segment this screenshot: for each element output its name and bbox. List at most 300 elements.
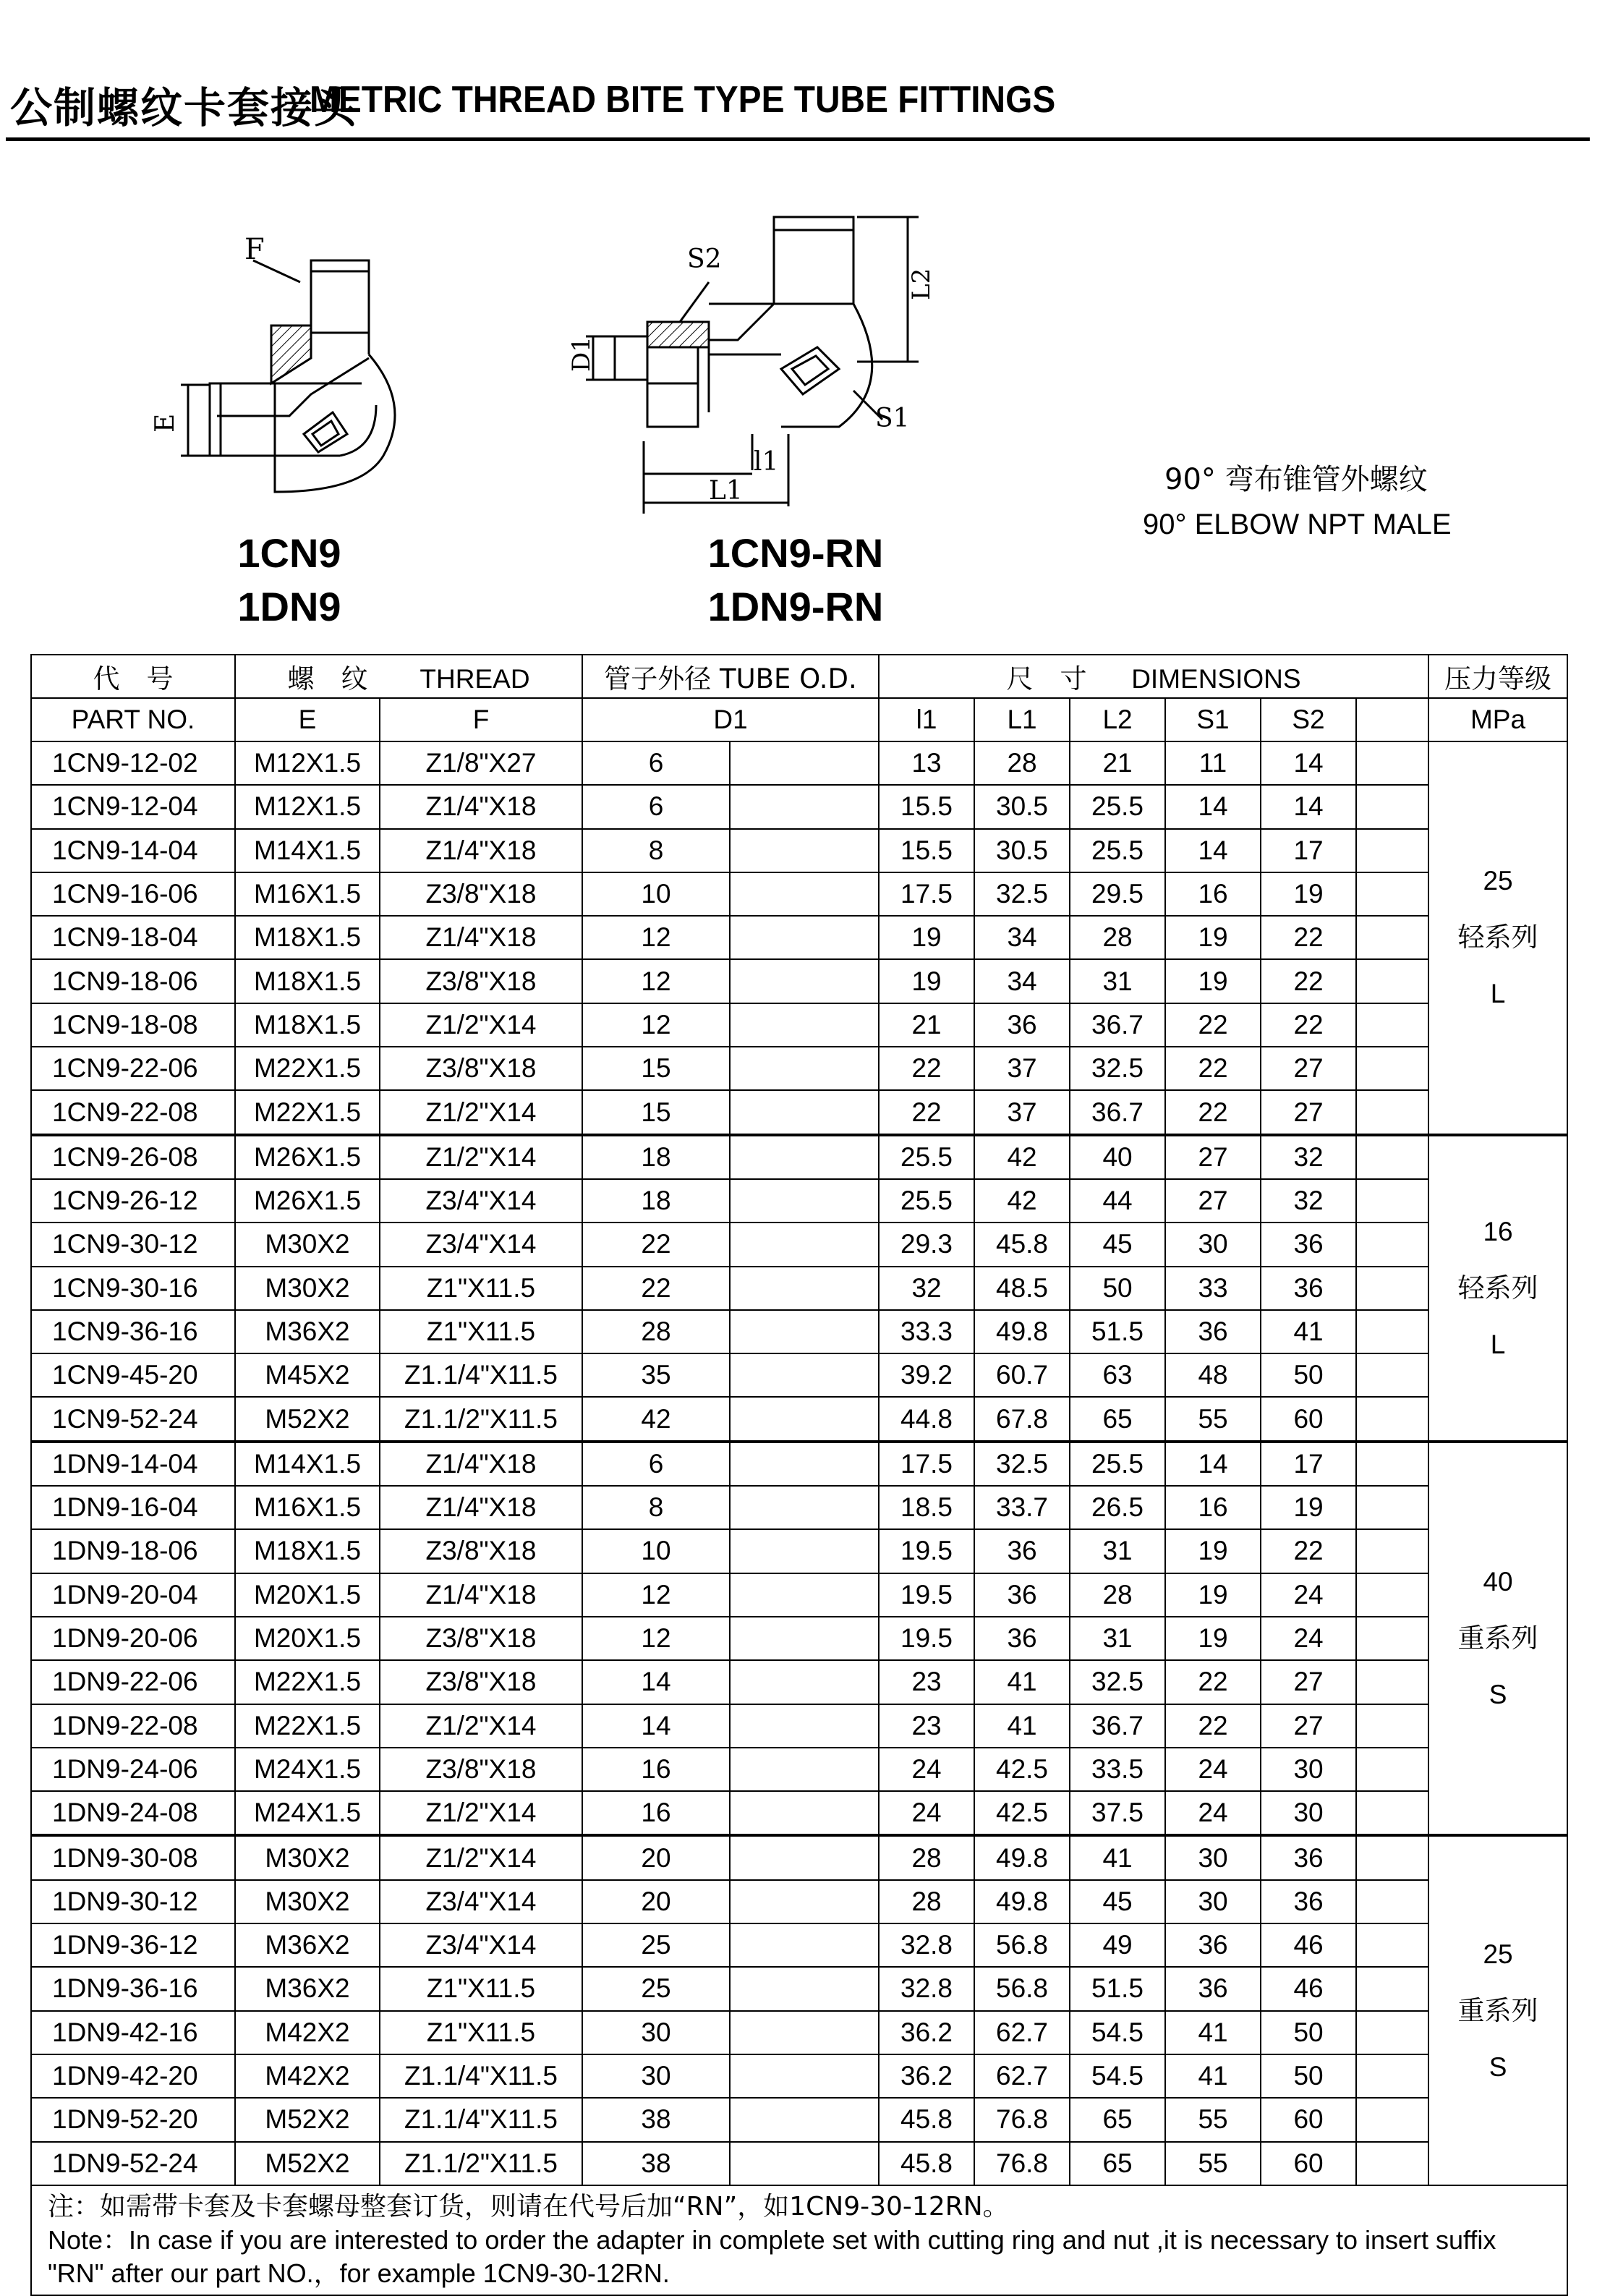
dim-l2-cell: 54.5 [1070, 2011, 1165, 2054]
dim-s1-cell: 24 [1165, 1748, 1261, 1791]
tube-od-blank-cell [730, 2011, 879, 2054]
part-no-cell: 1DN9-16-04 [31, 1486, 235, 1529]
dim-blank-cell [1356, 1047, 1428, 1090]
dim-l2-cell: 25.5 [1070, 829, 1165, 872]
label-d1: D1 [567, 336, 596, 372]
dim-s1-cell: 19 [1165, 916, 1261, 959]
dim-s2-cell: 46 [1261, 1967, 1356, 2010]
dim-l1-small-cell: 32.8 [879, 1923, 974, 1967]
dim-s2-cell: 17 [1261, 1442, 1356, 1486]
thread-f-cell: Z1/4"X18 [380, 916, 582, 959]
dim-l1-small-cell: 15.5 [879, 785, 974, 828]
header-mpa: MPa [1428, 698, 1567, 741]
thread-f-cell: Z1/8"X27 [380, 741, 582, 785]
dim-s2-cell: 19 [1261, 872, 1356, 916]
dim-l1-small-cell: 36.2 [879, 2054, 974, 2098]
dim-l2-cell: 31 [1070, 959, 1165, 1003]
thread-e-cell: M42X2 [235, 2054, 380, 2098]
dim-l2-cell: 40 [1070, 1135, 1165, 1179]
dim-l1-small-cell: 19.5 [879, 1529, 974, 1573]
dim-l1-cell: 30.5 [974, 785, 1070, 828]
thread-e-cell: M18X1.5 [235, 1529, 380, 1573]
tube-od-d1-cell: 18 [582, 1179, 730, 1223]
dim-blank-cell [1356, 1353, 1428, 1397]
thread-f-cell: Z1"X11.5 [380, 1267, 582, 1310]
dim-l1-small-cell: 25.5 [879, 1179, 974, 1223]
tube-od-d1-cell: 38 [582, 2098, 730, 2141]
tube-od-blank-cell [730, 2054, 879, 2098]
tube-od-blank-cell [730, 1748, 879, 1791]
dim-blank-cell [1356, 1179, 1428, 1223]
header-s2: S2 [1261, 698, 1356, 741]
dim-s2-cell: 24 [1261, 1573, 1356, 1617]
thread-e-cell: M22X1.5 [235, 1047, 380, 1090]
tube-od-d1-cell: 12 [582, 1573, 730, 1617]
dim-s2-cell: 32 [1261, 1135, 1356, 1179]
dim-l2-cell: 33.5 [1070, 1748, 1165, 1791]
tube-od-blank-cell [730, 1047, 879, 1090]
dim-s2-cell: 22 [1261, 1003, 1356, 1047]
dim-s1-cell: 11 [1165, 741, 1261, 785]
thread-f-cell: Z1/4"X18 [380, 1442, 582, 1486]
dim-l1-small-cell: 22 [879, 1047, 974, 1090]
model-1dn9-label: 1DN9 [237, 584, 341, 629]
part-no-cell: 1DN9-36-16 [31, 1967, 235, 2010]
thread-e-cell: M14X1.5 [235, 1442, 380, 1486]
header-dimensions-en: DIMENSIONS [1131, 664, 1301, 694]
dim-l1-cell: 60.7 [974, 1353, 1070, 1397]
page-title-english: METRIC THREAD BITE TYPE TUBE FITTINGS [310, 79, 1056, 121]
part-no-cell: 1DN9-14-04 [31, 1442, 235, 1486]
tube-od-blank-cell [730, 1486, 879, 1529]
dim-l1-small-cell: 44.8 [879, 1397, 974, 1441]
thread-e-cell: M42X2 [235, 2011, 380, 2054]
dim-l1-cell: 34 [974, 916, 1070, 959]
dim-blank-cell [1356, 1923, 1428, 1967]
tube-od-blank-cell [730, 785, 879, 828]
pressure-mpa: 16 [1483, 1216, 1513, 1246]
tube-od-d1-cell: 25 [582, 1923, 730, 1967]
tube-od-blank-cell [730, 1617, 879, 1660]
dim-l1-cell: 36 [974, 1617, 1070, 1660]
dim-l1-small-cell: 29.3 [879, 1223, 974, 1266]
tube-od-blank-cell [730, 916, 879, 959]
dim-l1-cell: 41 [974, 1704, 1070, 1748]
dim-l1-small-cell: 28 [879, 1880, 974, 1923]
dim-l1-small-cell: 24 [879, 1748, 974, 1791]
table-row [31, 872, 1567, 916]
table-row [31, 1835, 1567, 1879]
dim-s2-cell: 60 [1261, 2098, 1356, 2141]
dim-s1-cell: 22 [1165, 1660, 1261, 1704]
dim-blank-cell [1356, 2054, 1428, 2098]
dim-blank-cell [1356, 1442, 1428, 1486]
dim-s2-cell: 14 [1261, 741, 1356, 785]
table-row [31, 1090, 1567, 1134]
part-no-cell: 1DN9-42-20 [31, 2054, 235, 2098]
dim-blank-cell [1356, 1090, 1428, 1134]
dim-l2-cell: 26.5 [1070, 1486, 1165, 1529]
header-thread-en: THREAD [420, 664, 530, 694]
header-l1-small: l1 [879, 698, 974, 741]
dim-s2-cell: 30 [1261, 1748, 1356, 1791]
table-row [31, 1353, 1567, 1397]
thread-e-cell: M30X2 [235, 1223, 380, 1266]
tube-od-d1-cell: 25 [582, 1967, 730, 2010]
part-no-cell: 1CN9-16-06 [31, 872, 235, 916]
dim-blank-cell [1356, 1617, 1428, 1660]
dim-blank-cell [1356, 1135, 1428, 1179]
specification-table [30, 654, 1568, 2296]
tube-od-blank-cell [730, 1967, 879, 2010]
dim-l2-cell: 51.5 [1070, 1967, 1165, 2010]
thread-e-cell: M22X1.5 [235, 1660, 380, 1704]
tube-od-blank-cell [730, 2098, 879, 2141]
dim-s1-cell: 36 [1165, 1967, 1261, 2010]
model-1dn9-rn-label: 1DN9-RN [707, 584, 884, 629]
dim-l1-small-cell: 45.8 [879, 2142, 974, 2185]
dim-s2-cell: 36 [1261, 1835, 1356, 1879]
dim-l1-small-cell: 28 [879, 1835, 974, 1879]
thread-f-cell: Z3/8"X18 [380, 872, 582, 916]
dim-l1-cell: 41 [974, 1660, 1070, 1704]
tube-od-blank-cell [730, 1135, 879, 1179]
header-dimensions [879, 655, 1428, 698]
dim-s2-cell: 50 [1261, 1353, 1356, 1397]
dim-l2-cell: 37.5 [1070, 1791, 1165, 1835]
tube-od-d1-cell: 12 [582, 916, 730, 959]
dim-l1-cell: 76.8 [974, 2142, 1070, 2185]
tube-od-blank-cell [730, 1090, 879, 1134]
thread-f-cell: Z3/8"X18 [380, 1529, 582, 1573]
pressure-mpa: 25 [1483, 1939, 1513, 1969]
tube-od-blank-cell [730, 1573, 879, 1617]
part-no-cell: 1DN9-24-06 [31, 1748, 235, 1791]
header-blank [1356, 698, 1428, 741]
thread-f-cell: Z1/2"X14 [380, 1835, 582, 1879]
dim-blank-cell [1356, 1003, 1428, 1047]
thread-f-cell: Z1.1/4"X11.5 [380, 2054, 582, 2098]
table-row [31, 741, 1567, 785]
thread-f-cell: Z1/4"X18 [380, 1486, 582, 1529]
thread-e-cell: M52X2 [235, 1397, 380, 1441]
table-row [31, 1704, 1567, 1748]
thread-e-cell: M14X1.5 [235, 829, 380, 872]
dim-l1-cell: 28 [974, 741, 1070, 785]
thread-f-cell: Z3/4"X14 [380, 1923, 582, 1967]
dim-l1-cell: 62.7 [974, 2054, 1070, 2098]
tube-od-d1-cell: 8 [582, 829, 730, 872]
thread-f-cell: Z1.1/4"X11.5 [380, 1353, 582, 1397]
part-no-cell: 1CN9-26-12 [31, 1179, 235, 1223]
dim-s2-cell: 36 [1261, 1267, 1356, 1310]
thread-f-cell: Z1/4"X18 [380, 785, 582, 828]
dim-s1-cell: 16 [1165, 872, 1261, 916]
tube-od-blank-cell [730, 1529, 879, 1573]
dim-blank-cell [1356, 1223, 1428, 1266]
part-no-cell: 1CN9-30-16 [31, 1267, 235, 1310]
tube-od-d1-cell: 35 [582, 1353, 730, 1397]
thread-e-cell: M52X2 [235, 2142, 380, 2185]
dim-s2-cell: 60 [1261, 2142, 1356, 2185]
table-row [31, 2011, 1567, 2054]
dim-l1-cell: 56.8 [974, 1967, 1070, 2010]
dim-s2-cell: 60 [1261, 1397, 1356, 1441]
tube-od-blank-cell [730, 1267, 879, 1310]
dim-blank-cell [1356, 1791, 1428, 1835]
dim-s2-cell: 22 [1261, 959, 1356, 1003]
tube-od-blank-cell [730, 2142, 879, 2185]
dim-s2-cell: 27 [1261, 1090, 1356, 1134]
table-row [31, 1660, 1567, 1704]
table-row [31, 1748, 1567, 1791]
thread-f-cell: Z1.1/2"X11.5 [380, 1397, 582, 1441]
dim-s2-cell: 32 [1261, 1179, 1356, 1223]
table-row [31, 2142, 1567, 2185]
part-no-cell: 1CN9-30-12 [31, 1223, 235, 1266]
header-d1: D1 [582, 698, 879, 741]
dim-l1-small-cell: 19.5 [879, 1617, 974, 1660]
dim-l1-cell: 49.8 [974, 1835, 1070, 1879]
dim-s1-cell: 14 [1165, 785, 1261, 828]
table-row [31, 1617, 1567, 1660]
dim-l1-cell: 48.5 [974, 1267, 1070, 1310]
part-no-cell: 1CN9-14-04 [31, 829, 235, 872]
dim-l2-cell: 31 [1070, 1617, 1165, 1660]
dim-l1-small-cell: 32.8 [879, 1967, 974, 2010]
thread-e-cell: M26X1.5 [235, 1179, 380, 1223]
order-note [31, 2185, 1567, 2295]
tube-od-d1-cell: 8 [582, 1486, 730, 1529]
thread-f-cell: Z1"X11.5 [380, 1310, 582, 1353]
part-no-cell: 1DN9-20-04 [31, 1573, 235, 1617]
tube-od-blank-cell [730, 741, 879, 785]
dim-l1-cell: 32.5 [974, 872, 1070, 916]
dim-s2-cell: 17 [1261, 829, 1356, 872]
tube-od-blank-cell [730, 1397, 879, 1441]
dim-blank-cell [1356, 1660, 1428, 1704]
header-code: 代 号 [31, 655, 235, 698]
note-english-line-1: Note：In case if you are interested to order the adapter in complete set with cutting ring and nut ,it is necessary to insert suffix [48, 2224, 1496, 2255]
thread-f-cell: Z1/2"X14 [380, 1791, 582, 1835]
table-row [31, 1310, 1567, 1353]
dim-l2-cell: 25.5 [1070, 785, 1165, 828]
description-chinese: 90° 弯布锥管外螺纹 [1164, 463, 1428, 496]
dim-s1-cell: 30 [1165, 1835, 1261, 1879]
dim-blank-cell [1356, 785, 1428, 828]
tube-od-d1-cell: 16 [582, 1791, 730, 1835]
thread-f-cell: Z1/2"X14 [380, 1135, 582, 1179]
dim-l2-cell: 44 [1070, 1179, 1165, 1223]
dim-l2-cell: 32.5 [1070, 1047, 1165, 1090]
dim-l1-small-cell: 17.5 [879, 872, 974, 916]
thread-f-cell: Z1"X11.5 [380, 1967, 582, 2010]
dim-s2-cell: 50 [1261, 2054, 1356, 2098]
dim-l1-cell: 62.7 [974, 2011, 1070, 2054]
tube-od-d1-cell: 38 [582, 2142, 730, 2185]
dim-s1-cell: 19 [1165, 959, 1261, 1003]
tube-od-d1-cell: 12 [582, 959, 730, 1003]
specification-rows [31, 741, 1567, 2185]
tube-od-blank-cell [730, 1880, 879, 1923]
dim-l2-cell: 21 [1070, 741, 1165, 785]
dim-blank-cell [1356, 1310, 1428, 1353]
thread-f-cell: Z1"X11.5 [380, 2011, 582, 2054]
dim-l1-small-cell: 22 [879, 1090, 974, 1134]
table-row [31, 785, 1567, 828]
part-no-cell: 1CN9-45-20 [31, 1353, 235, 1397]
label-l1: L1 [709, 476, 743, 506]
thread-e-cell: M12X1.5 [235, 741, 380, 785]
tube-od-d1-cell: 42 [582, 1397, 730, 1441]
dim-l2-cell: 65 [1070, 2142, 1165, 2185]
tube-od-blank-cell [730, 1704, 879, 1748]
tube-od-blank-cell [730, 1179, 879, 1223]
thread-f-cell: Z1/2"X14 [380, 1704, 582, 1748]
part-no-cell: 1DN9-36-12 [31, 1923, 235, 1967]
dim-l1-cell: 42.5 [974, 1791, 1070, 1835]
thread-f-cell: Z1/2"X14 [380, 1090, 582, 1134]
dim-s1-cell: 22 [1165, 1047, 1261, 1090]
thread-e-cell: M16X1.5 [235, 872, 380, 916]
thread-f-cell: Z3/8"X18 [380, 1617, 582, 1660]
pressure-code: L [1490, 979, 1506, 1009]
table-row [31, 1442, 1567, 1486]
part-no-cell: 1CN9-18-06 [31, 959, 235, 1003]
dim-l1-cell: 36 [974, 1573, 1070, 1617]
part-no-cell: 1CN9-22-08 [31, 1090, 235, 1134]
dim-s2-cell: 36 [1261, 1223, 1356, 1266]
dim-l2-cell: 45 [1070, 1223, 1165, 1266]
tube-od-d1-cell: 6 [582, 1442, 730, 1486]
table-row [31, 1267, 1567, 1310]
dim-l2-cell: 29.5 [1070, 872, 1165, 916]
tube-od-d1-cell: 10 [582, 872, 730, 916]
header-s1: S1 [1165, 698, 1261, 741]
table-row [31, 1135, 1567, 1179]
tube-od-d1-cell: 20 [582, 1880, 730, 1923]
dim-l2-cell: 28 [1070, 916, 1165, 959]
pressure-mpa: 25 [1483, 866, 1513, 896]
model-1cn9-label: 1CN9 [237, 530, 341, 576]
dim-s2-cell: 24 [1261, 1617, 1356, 1660]
thread-e-cell: M45X2 [235, 1353, 380, 1397]
note-english-line-2: "RN" after our part NO.，for example 1CN9-30-12RN. [48, 2258, 670, 2288]
dim-s1-cell: 24 [1165, 1791, 1261, 1835]
thread-f-cell: Z3/8"X18 [380, 1748, 582, 1791]
dim-l1-cell: 42.5 [974, 1748, 1070, 1791]
dim-l2-cell: 36.7 [1070, 1003, 1165, 1047]
header-dimensions-cn: 尺 寸 [1006, 663, 1087, 694]
dim-s2-cell: 27 [1261, 1704, 1356, 1748]
part-no-cell: 1CN9-12-04 [31, 785, 235, 828]
dim-l1-small-cell: 33.3 [879, 1310, 974, 1353]
dim-s1-cell: 41 [1165, 2011, 1261, 2054]
dim-blank-cell [1356, 959, 1428, 1003]
table-row [31, 916, 1567, 959]
dim-l2-cell: 41 [1070, 1835, 1165, 1879]
thread-f-cell: Z3/8"X18 [380, 1047, 582, 1090]
dim-l2-cell: 65 [1070, 2098, 1165, 2141]
dim-s1-cell: 14 [1165, 1442, 1261, 1486]
dim-l1-cell: 34 [974, 959, 1070, 1003]
header-e: E [235, 698, 380, 741]
thread-e-cell: M24X1.5 [235, 1791, 380, 1835]
tube-od-blank-cell [730, 872, 879, 916]
dim-blank-cell [1356, 1835, 1428, 1879]
dim-l1-cell: 56.8 [974, 1923, 1070, 1967]
thread-e-cell: M12X1.5 [235, 785, 380, 828]
tube-od-d1-cell: 15 [582, 1090, 730, 1134]
dim-l1-small-cell: 25.5 [879, 1135, 974, 1179]
dim-s1-cell: 55 [1165, 2142, 1261, 2185]
dim-blank-cell [1356, 1486, 1428, 1529]
tube-od-blank-cell [730, 1310, 879, 1353]
tube-od-d1-cell: 14 [582, 1704, 730, 1748]
thread-e-cell: M22X1.5 [235, 1704, 380, 1748]
dim-s1-cell: 14 [1165, 829, 1261, 872]
dim-l2-cell: 36.7 [1070, 1090, 1165, 1134]
dim-s1-cell: 55 [1165, 2098, 1261, 2141]
tube-od-d1-cell: 28 [582, 1310, 730, 1353]
tube-od-d1-cell: 18 [582, 1135, 730, 1179]
dim-s1-cell: 27 [1165, 1135, 1261, 1179]
dim-l1-cell: 36 [974, 1003, 1070, 1047]
part-no-cell: 1DN9-20-06 [31, 1617, 235, 1660]
part-no-cell: 1CN9-26-08 [31, 1135, 235, 1179]
header-tube-od: 管子外径 TUBE O.D. [582, 655, 879, 698]
tube-od-d1-cell: 12 [582, 1003, 730, 1047]
dim-l2-cell: 50 [1070, 1267, 1165, 1310]
thread-e-cell: M36X2 [235, 1310, 380, 1353]
elbow-drawing-1cn9-rn [564, 195, 940, 514]
dim-s1-cell: 19 [1165, 1529, 1261, 1573]
dim-l1-small-cell: 24 [879, 1791, 974, 1835]
dim-l1-cell: 67.8 [974, 1397, 1070, 1441]
dim-blank-cell [1356, 2098, 1428, 2141]
dim-l1-cell: 36 [974, 1529, 1070, 1573]
label-f: F [244, 233, 265, 266]
dim-l2-cell: 63 [1070, 1353, 1165, 1397]
dim-s2-cell: 50 [1261, 2011, 1356, 2054]
dim-s2-cell: 27 [1261, 1660, 1356, 1704]
tube-od-d1-cell: 22 [582, 1267, 730, 1310]
model-1cn9 [203, 527, 376, 634]
dim-l2-cell: 31 [1070, 1529, 1165, 1573]
dim-blank-cell [1356, 872, 1428, 916]
dim-s1-cell: 16 [1165, 1486, 1261, 1529]
dim-l1-small-cell: 19 [879, 959, 974, 1003]
pressure-code: S [1489, 2051, 1507, 2082]
dim-s1-cell: 33 [1165, 1267, 1261, 1310]
dim-blank-cell [1356, 1573, 1428, 1617]
table-row [31, 1003, 1567, 1047]
dim-blank-cell [1356, 2011, 1428, 2054]
dim-l1-cell: 76.8 [974, 2098, 1070, 2141]
part-no-cell: 1CN9-18-08 [31, 1003, 235, 1047]
part-no-cell: 1CN9-52-24 [31, 1397, 235, 1441]
table-row [31, 1573, 1567, 1617]
dim-l2-cell: 36.7 [1070, 1704, 1165, 1748]
dim-s2-cell: 46 [1261, 1923, 1356, 1967]
thread-e-cell: M26X1.5 [235, 1135, 380, 1179]
dim-l1-small-cell: 23 [879, 1704, 974, 1748]
dim-l1-small-cell: 18.5 [879, 1486, 974, 1529]
pressure-series-cn: 重系列 [1457, 1994, 1538, 2026]
thread-e-cell: M20X1.5 [235, 1617, 380, 1660]
dim-s2-cell: 36 [1261, 1880, 1356, 1923]
dim-l1-small-cell: 19.5 [879, 1573, 974, 1617]
